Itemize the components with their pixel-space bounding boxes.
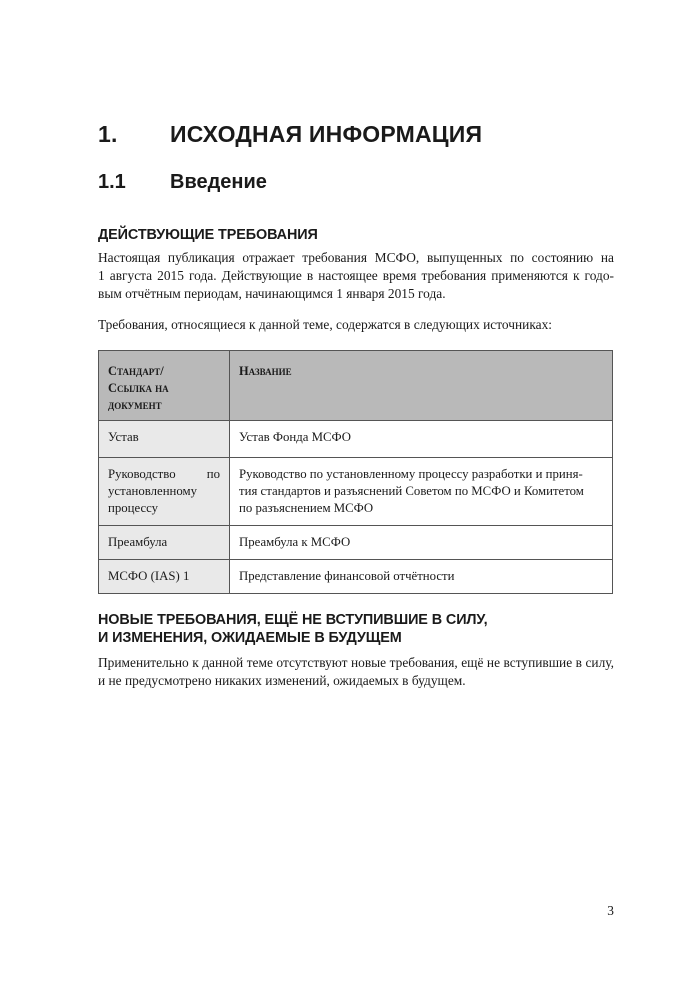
paragraph-line: Требования, относящиеся к данной теме, содержатся в следующих источниках: bbox=[98, 317, 552, 332]
current-requirements-paragraph bbox=[98, 249, 614, 303]
table-header-row bbox=[99, 351, 613, 421]
current-requirements-heading bbox=[98, 226, 618, 244]
section-title: Введение bbox=[170, 171, 267, 193]
cell-line: Устав Фонда МСФО bbox=[239, 430, 352, 444]
cell-line: Преамбула к МСФО bbox=[239, 535, 351, 549]
table-cell-standard bbox=[99, 421, 230, 458]
cell-line: Устав bbox=[108, 430, 139, 444]
table-cell-title bbox=[230, 421, 613, 458]
chapter-number: 1. bbox=[98, 121, 118, 147]
table-cell-standard bbox=[99, 458, 230, 526]
current-requirements-heading-text: ДЕЙСТВУЮЩИЕ ТРЕБОВАНИЯ bbox=[98, 227, 318, 243]
cell-line: Представление финансовой отчётности bbox=[239, 569, 455, 583]
chapter-title: ИСХОДНАЯ ИНФОРМАЦИЯ bbox=[170, 121, 483, 147]
section-heading bbox=[98, 171, 618, 194]
table-row bbox=[99, 458, 613, 526]
header-line: Ссылка на bbox=[108, 381, 169, 395]
cell-line: МСФО (IAS) 1 bbox=[108, 569, 190, 583]
header-line: документ bbox=[108, 398, 162, 412]
paragraph-line: 1 августа 2015 года. Действующие в настоящее время требования применяются к годо- bbox=[98, 268, 614, 283]
header-line: Стандарт/ bbox=[108, 364, 164, 378]
section-number: 1.1 bbox=[98, 171, 126, 193]
table-row bbox=[99, 560, 613, 594]
cell-line: Преамбула bbox=[108, 535, 168, 549]
cell-line: тия стандартов и разъяснений Советом по МСФО и Комитетом bbox=[239, 484, 584, 498]
table-row bbox=[99, 526, 613, 560]
cell-line: по разъяснением МСФО bbox=[239, 501, 374, 515]
cell-line: Руководство по установленному процессу разработки и приня- bbox=[239, 467, 583, 481]
page-number: 3 bbox=[607, 903, 614, 918]
table-cell-title bbox=[230, 560, 613, 594]
table-cell-standard bbox=[99, 526, 230, 560]
cell-line: процессу bbox=[108, 501, 159, 515]
table-cell-title bbox=[230, 526, 613, 560]
paragraph-line: и не предусмотрено никаких изменений, ожидаемых в будущем. bbox=[98, 673, 466, 688]
heading-line: НОВЫЕ ТРЕБОВАНИЯ, ЕЩЁ НЕ ВСТУПИВШИЕ В СИЛУ, bbox=[98, 612, 488, 628]
cell-line: установленному bbox=[108, 484, 198, 498]
future-requirements-heading bbox=[98, 611, 618, 647]
sources-intro-paragraph bbox=[98, 316, 614, 334]
heading-line: И ИЗМЕНЕНИЯ, ОЖИДАЕМЫЕ В БУДУЩЕМ bbox=[98, 630, 402, 646]
paragraph-line: Применительно к данной теме отсутствуют новые требования, ещё не вступившие в силу, bbox=[98, 655, 614, 670]
paragraph-line: Настоящая публикация отражает требования МСФО, выпущенных по состоянию на bbox=[98, 250, 614, 265]
requirements-table bbox=[98, 350, 613, 594]
table-header-title: Название bbox=[230, 351, 613, 421]
paragraph-line: вым отчётным периодам, начинающимся 1 января 2015 года. bbox=[98, 286, 446, 301]
cell-line: Руководство по bbox=[108, 467, 220, 481]
future-requirements-paragraph bbox=[98, 654, 614, 690]
table-cell-standard bbox=[99, 560, 230, 594]
chapter-heading bbox=[98, 121, 618, 148]
table-row bbox=[99, 421, 613, 458]
table-header-standard bbox=[99, 351, 230, 421]
table-cell-title bbox=[230, 458, 613, 526]
